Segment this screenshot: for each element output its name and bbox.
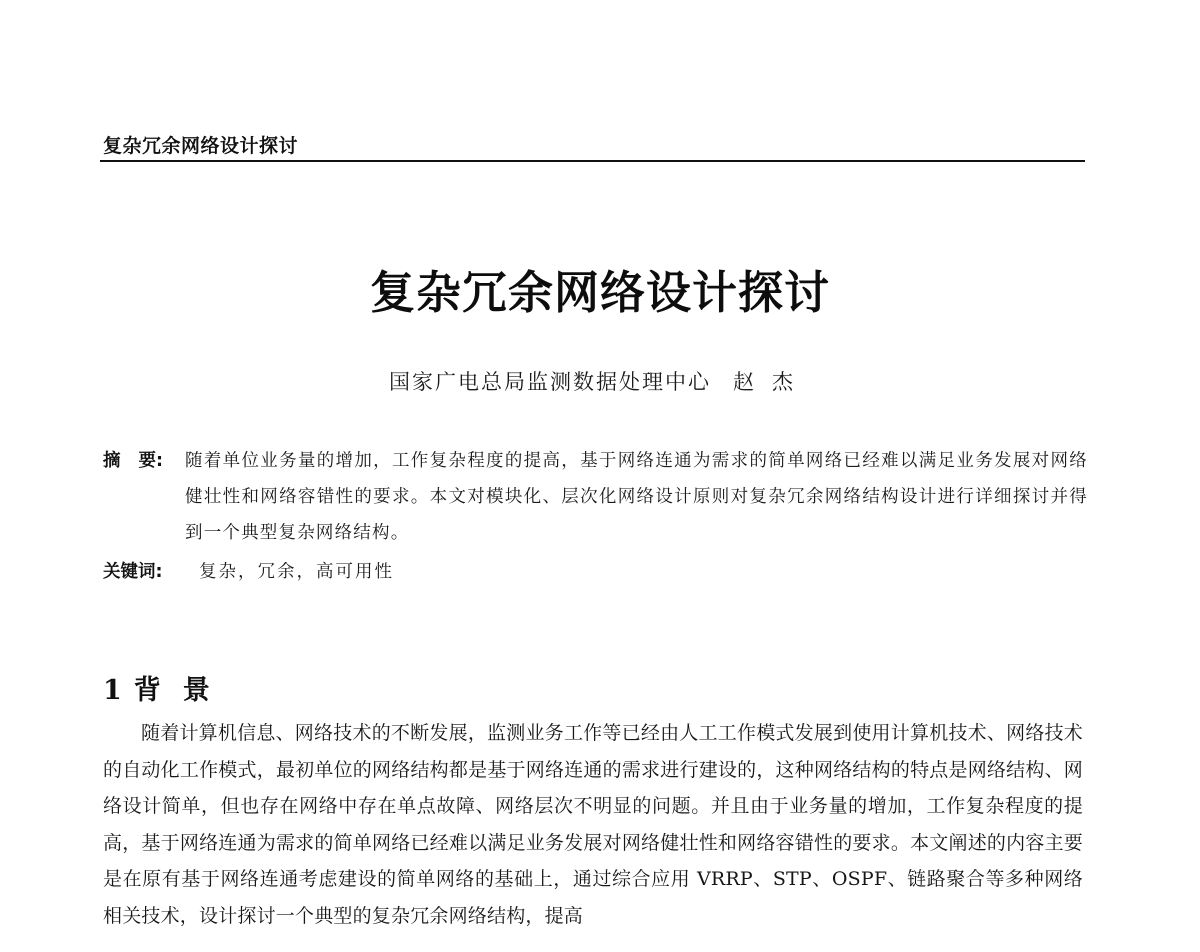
section-number: 1	[103, 675, 122, 706]
author-name: 赵杰	[733, 370, 811, 394]
affiliation: 国家广电总局监测数据处理中心	[389, 370, 711, 394]
keywords	[103, 558, 394, 583]
paper-title: 复杂冗余网络设计探讨	[369, 266, 830, 319]
abstract	[103, 443, 1088, 551]
author-line	[0, 366, 1200, 396]
body-paragraph: 随着计算机信息、网络技术的不断发展，监测业务工作等已经由人工工作模式发展到使用计算机技术、网络技术的自动化工作模式，最初单位的网络结构都是基于网络连通的需求进行建设的，这种网络结构的特点是网络结构、网络设计简单，但也存在网络中存在单点故障、网络层次不明显的问题。并且由于业务量的增加，工作复杂程度的提高，基于网络连通为需求的简单网络已经难以满足业务发展对网络健壮性和网络容错性的要求。本文阐述的内容主要是在原有基于网络连通考虑建设的简单网络的基础上，通过综合应用 VRRP、STP、OSPF、链路聚合等多种网络相关技术，设计探讨一个典型的复杂冗余网络结构，提高	[103, 722, 1083, 927]
keywords-text: 复杂，冗余，高可用性	[199, 562, 394, 582]
header-rule	[100, 160, 1085, 162]
section-heading	[103, 668, 232, 707]
abstract-text: 随着单位业务量的增加，工作复杂程度的提高，基于网络连通为需求的简单网络已经难以满足业务发展对网络健壮性和网络容错性的要求。本文对模块化、层次化网络设计原则对复杂冗余网络结构设计进行详细探讨并得到一个典型复杂网络结构。	[185, 451, 1088, 543]
section-title: 背景	[133, 675, 232, 706]
running-head: 复杂冗余网络设计探讨	[103, 135, 299, 157]
abstract-label: 摘 要:	[103, 451, 163, 471]
keywords-label: 关键词:	[103, 562, 163, 582]
